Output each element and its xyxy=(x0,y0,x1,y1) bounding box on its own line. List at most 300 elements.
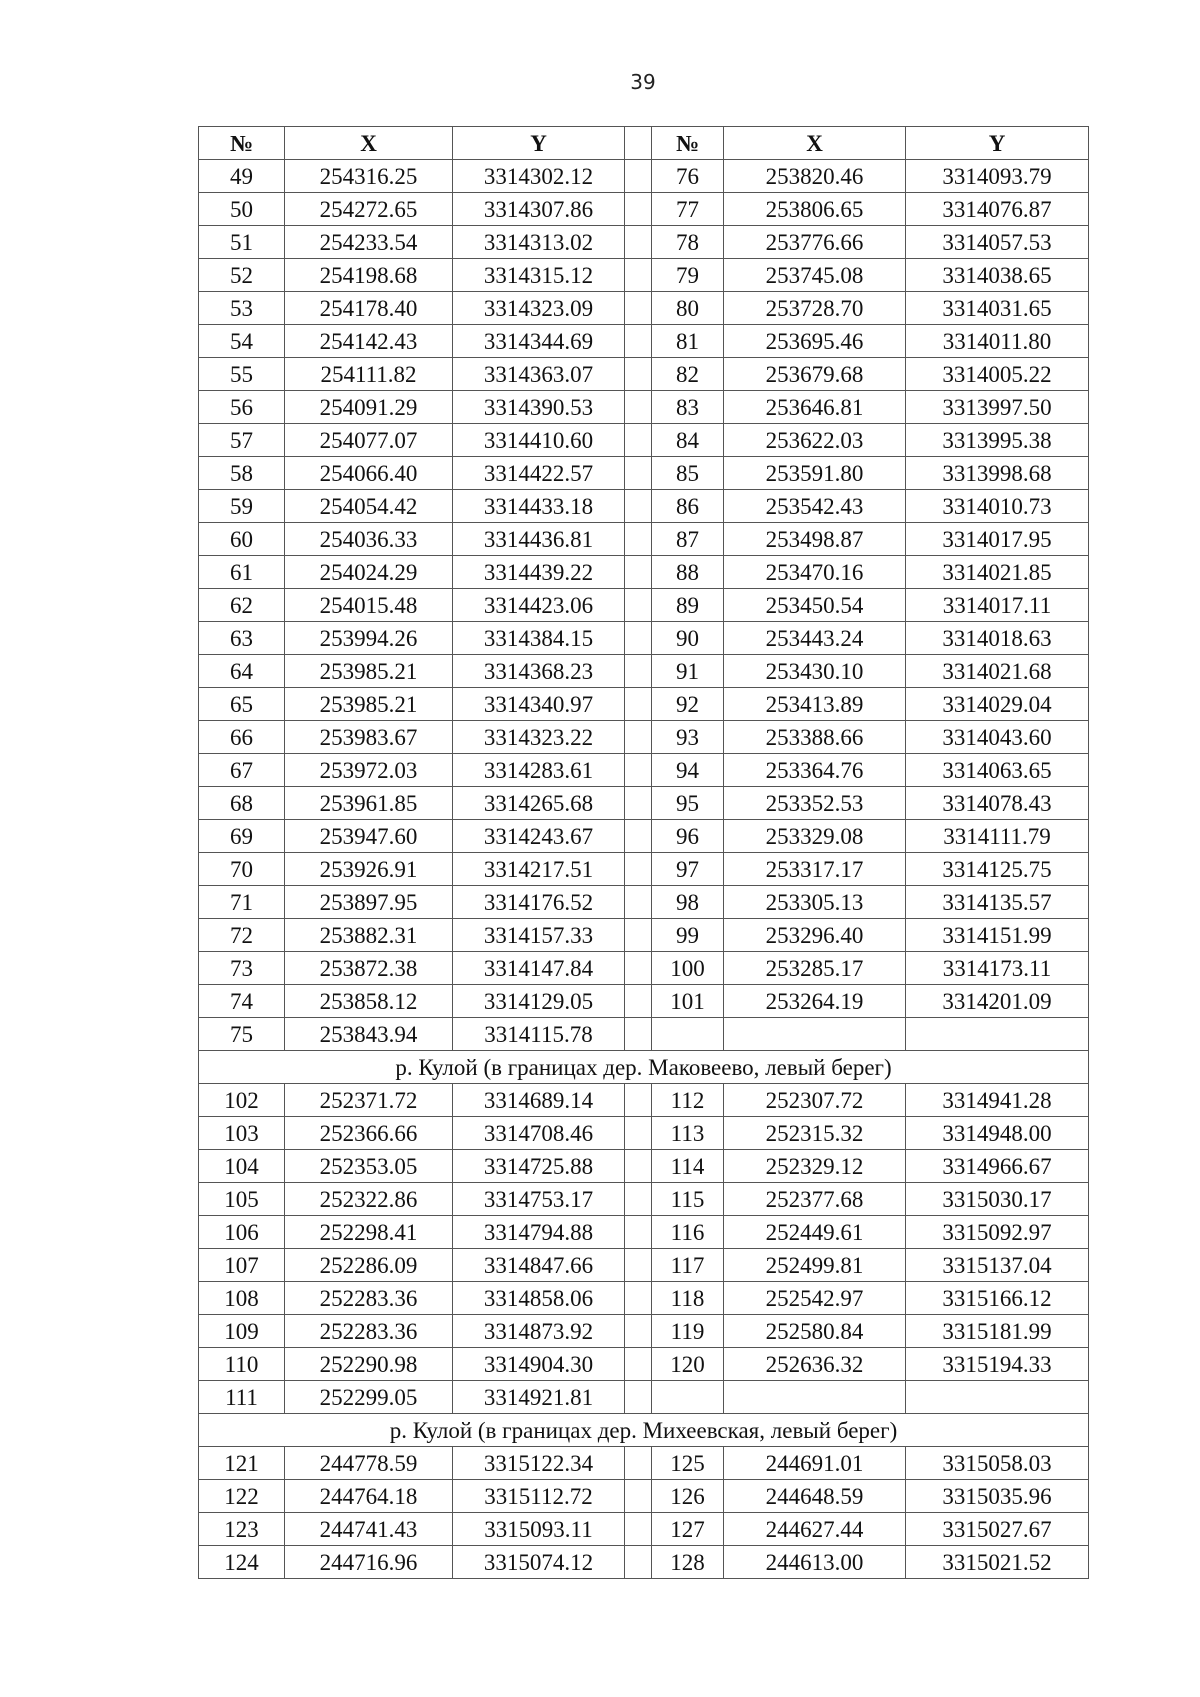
cell-y-right: 3314173.11 xyxy=(906,952,1089,985)
section-title: р. Кулой (в границах дер. Михеевская, левый берег) xyxy=(199,1414,1089,1447)
cell-x-left: 253882.31 xyxy=(285,919,453,952)
cell-x-right: 253470.16 xyxy=(724,556,906,589)
cell-x-right: 244627.44 xyxy=(724,1513,906,1546)
header-x-left: X xyxy=(285,127,453,160)
table-row xyxy=(199,952,1089,985)
cell-number-left: 107 xyxy=(199,1249,285,1282)
cell-x-right: 244648.59 xyxy=(724,1480,906,1513)
cell-y-right: 3315035.96 xyxy=(906,1480,1089,1513)
cell-y-right: 3315021.52 xyxy=(906,1546,1089,1579)
cell-x-left: 254024.29 xyxy=(285,556,453,589)
cell-y-left: 3314368.23 xyxy=(453,655,625,688)
cell-number-right: 79 xyxy=(652,259,724,292)
cell-number-left: 123 xyxy=(199,1513,285,1546)
cell-number-left: 53 xyxy=(199,292,285,325)
cell-x-right: 253296.40 xyxy=(724,919,906,952)
table-row xyxy=(199,886,1089,919)
cell-x-left: 254091.29 xyxy=(285,391,453,424)
cell-y-right: 3315092.97 xyxy=(906,1216,1089,1249)
header-y-right: Y xyxy=(906,127,1089,160)
cell-gap xyxy=(625,1117,652,1150)
cell-number-right: 116 xyxy=(652,1216,724,1249)
cell-y-left: 3314147.84 xyxy=(453,952,625,985)
section-title-row xyxy=(199,1414,1089,1447)
cell-number-right: 128 xyxy=(652,1546,724,1579)
table-row xyxy=(199,820,1089,853)
cell-number-right: 117 xyxy=(652,1249,724,1282)
cell-gap xyxy=(625,490,652,523)
cell-y-right: 3314018.63 xyxy=(906,622,1089,655)
cell-number-left: 121 xyxy=(199,1447,285,1480)
cell-number-right: 119 xyxy=(652,1315,724,1348)
cell-x-left: 252283.36 xyxy=(285,1282,453,1315)
cell-gap xyxy=(625,622,652,655)
cell-number-right: 76 xyxy=(652,160,724,193)
cell-number-left: 49 xyxy=(199,160,285,193)
cell-number-right: 81 xyxy=(652,325,724,358)
cell-y-left: 3314243.67 xyxy=(453,820,625,853)
cell-y-right: 3314941.28 xyxy=(906,1084,1089,1117)
cell-x-left: 252286.09 xyxy=(285,1249,453,1282)
cell-gap xyxy=(625,523,652,556)
cell-x-right: 253679.68 xyxy=(724,358,906,391)
cell-number-right: 113 xyxy=(652,1117,724,1150)
page-number: 39 xyxy=(630,70,656,94)
cell-y-left: 3315112.72 xyxy=(453,1480,625,1513)
table-row xyxy=(199,1084,1089,1117)
cell-number-right: 85 xyxy=(652,457,724,490)
cell-x-right: 253329.08 xyxy=(724,820,906,853)
cell-y-right: 3314043.60 xyxy=(906,721,1089,754)
cell-x-left: 254178.40 xyxy=(285,292,453,325)
cell-number-right: 118 xyxy=(652,1282,724,1315)
cell-number-right: 99 xyxy=(652,919,724,952)
cell-x-left: 253858.12 xyxy=(285,985,453,1018)
cell-y-left: 3314313.02 xyxy=(453,226,625,259)
cell-x-left: 254054.42 xyxy=(285,490,453,523)
table-row xyxy=(199,1018,1089,1051)
cell-number-left: 122 xyxy=(199,1480,285,1513)
cell-x-right: 252315.32 xyxy=(724,1117,906,1150)
cell-y-left: 3314283.61 xyxy=(453,754,625,787)
cell-y-right: 3314057.53 xyxy=(906,226,1089,259)
cell-y-left: 3314323.22 xyxy=(453,721,625,754)
cell-y-right: 3314093.79 xyxy=(906,160,1089,193)
cell-gap xyxy=(625,721,652,754)
header-number-left: № xyxy=(199,127,285,160)
table-row xyxy=(199,985,1089,1018)
cell-number-right: 115 xyxy=(652,1183,724,1216)
cell-x-right: 253820.46 xyxy=(724,160,906,193)
cell-number-left: 70 xyxy=(199,853,285,886)
cell-number-left: 104 xyxy=(199,1150,285,1183)
table-row xyxy=(199,1315,1089,1348)
cell-number-right: 89 xyxy=(652,589,724,622)
cell-x-left: 253947.60 xyxy=(285,820,453,853)
cell-gap xyxy=(625,1183,652,1216)
cell-y-left: 3314689.14 xyxy=(453,1084,625,1117)
cell-y-right: 3314078.43 xyxy=(906,787,1089,820)
cell-x-left: 254015.48 xyxy=(285,589,453,622)
table-header xyxy=(199,127,1089,160)
cell-gap xyxy=(625,292,652,325)
cell-number-left: 111 xyxy=(199,1381,285,1414)
table-row xyxy=(199,160,1089,193)
cell-gap xyxy=(625,1018,652,1051)
cell-y-right: 3314017.11 xyxy=(906,589,1089,622)
cell-gap xyxy=(625,457,652,490)
cell-number-left: 73 xyxy=(199,952,285,985)
cell-y-left: 3314410.60 xyxy=(453,424,625,457)
cell-gap xyxy=(625,1216,652,1249)
table-row xyxy=(199,193,1089,226)
cell-y-left: 3315093.11 xyxy=(453,1513,625,1546)
cell-x-right: 253443.24 xyxy=(724,622,906,655)
cell-y-right: 3314017.95 xyxy=(906,523,1089,556)
cell-number-right: 90 xyxy=(652,622,724,655)
cell-y-left: 3314384.15 xyxy=(453,622,625,655)
cell-number-left: 105 xyxy=(199,1183,285,1216)
cell-y-right: 3314010.73 xyxy=(906,490,1089,523)
cell-x-right: 253776.66 xyxy=(724,226,906,259)
table-row xyxy=(199,1183,1089,1216)
cell-number-left: 74 xyxy=(199,985,285,1018)
cell-number-right: 86 xyxy=(652,490,724,523)
cell-x-left: 244741.43 xyxy=(285,1513,453,1546)
table-row xyxy=(199,1546,1089,1579)
table-body xyxy=(199,160,1089,1579)
cell-x-left: 252353.05 xyxy=(285,1150,453,1183)
cell-x-right: 253498.87 xyxy=(724,523,906,556)
cell-number-left: 59 xyxy=(199,490,285,523)
table-row xyxy=(199,424,1089,457)
header-row xyxy=(199,127,1089,160)
cell-y-left: 3314904.30 xyxy=(453,1348,625,1381)
cell-x-left: 253961.85 xyxy=(285,787,453,820)
cell-y-right: 3313997.50 xyxy=(906,391,1089,424)
cell-y-right: 3313998.68 xyxy=(906,457,1089,490)
cell-x-left: 252298.41 xyxy=(285,1216,453,1249)
cell-number-right: 96 xyxy=(652,820,724,853)
cell-y-right: 3315181.99 xyxy=(906,1315,1089,1348)
table-row xyxy=(199,259,1089,292)
cell-x-right: 252636.32 xyxy=(724,1348,906,1381)
cell-y-left: 3314176.52 xyxy=(453,886,625,919)
cell-y-left: 3314302.12 xyxy=(453,160,625,193)
cell-y-right: 3315030.17 xyxy=(906,1183,1089,1216)
cell-gap xyxy=(625,754,652,787)
header-gap xyxy=(625,127,652,160)
cell-x-left: 252299.05 xyxy=(285,1381,453,1414)
cell-y-right: 3315058.03 xyxy=(906,1447,1089,1480)
table-row xyxy=(199,1216,1089,1249)
cell-gap xyxy=(625,1513,652,1546)
cell-gap xyxy=(625,160,652,193)
cell-y-left: 3314265.68 xyxy=(453,787,625,820)
table-row xyxy=(199,688,1089,721)
cell-y-right: 3314063.65 xyxy=(906,754,1089,787)
cell-number-left: 67 xyxy=(199,754,285,787)
cell-x-left: 253926.91 xyxy=(285,853,453,886)
cell-y-left: 3314157.33 xyxy=(453,919,625,952)
cell-gap xyxy=(625,1282,652,1315)
cell-x-left: 253843.94 xyxy=(285,1018,453,1051)
cell-y-right: 3314021.85 xyxy=(906,556,1089,589)
cell-number-left: 71 xyxy=(199,886,285,919)
cell-y-right: 3313995.38 xyxy=(906,424,1089,457)
cell-x-left: 254142.43 xyxy=(285,325,453,358)
cell-number-left: 65 xyxy=(199,688,285,721)
cell-x-right: 244613.00 xyxy=(724,1546,906,1579)
cell-x-left: 253985.21 xyxy=(285,655,453,688)
cell-number-left: 52 xyxy=(199,259,285,292)
table-row xyxy=(199,589,1089,622)
cell-number-right: 83 xyxy=(652,391,724,424)
cell-number-right: 94 xyxy=(652,754,724,787)
cell-y-left: 3315122.34 xyxy=(453,1447,625,1480)
cell-x-right: 244691.01 xyxy=(724,1447,906,1480)
cell-gap xyxy=(625,1447,652,1480)
coordinates-table xyxy=(198,126,1089,1579)
cell-gap xyxy=(625,853,652,886)
cell-gap xyxy=(625,193,652,226)
cell-y-left: 3315074.12 xyxy=(453,1546,625,1579)
cell-x-left: 253994.26 xyxy=(285,622,453,655)
table-row xyxy=(199,655,1089,688)
cell-x-left: 254272.65 xyxy=(285,193,453,226)
cell-gap xyxy=(625,1150,652,1183)
cell-number-right: 92 xyxy=(652,688,724,721)
cell-number-left: 102 xyxy=(199,1084,285,1117)
cell-y-left: 3314847.66 xyxy=(453,1249,625,1282)
cell-y-left: 3314217.51 xyxy=(453,853,625,886)
cell-x-left: 254198.68 xyxy=(285,259,453,292)
table-row xyxy=(199,1249,1089,1282)
cell-y-left: 3314307.86 xyxy=(453,193,625,226)
table-row xyxy=(199,754,1089,787)
table-row xyxy=(199,1117,1089,1150)
cell-x-left: 252371.72 xyxy=(285,1084,453,1117)
table-row xyxy=(199,622,1089,655)
cell-number-right: 114 xyxy=(652,1150,724,1183)
header-y-left: Y xyxy=(453,127,625,160)
cell-x-right: 253695.46 xyxy=(724,325,906,358)
cell-gap xyxy=(625,1315,652,1348)
cell-gap xyxy=(625,688,652,721)
cell-x-right: 253305.13 xyxy=(724,886,906,919)
cell-x-right: 253388.66 xyxy=(724,721,906,754)
cell-y-left: 3314344.69 xyxy=(453,325,625,358)
table-row xyxy=(199,1282,1089,1315)
cell-x-right xyxy=(724,1018,906,1051)
cell-y-right: 3314111.79 xyxy=(906,820,1089,853)
cell-number-left: 69 xyxy=(199,820,285,853)
cell-x-right: 253450.54 xyxy=(724,589,906,622)
cell-x-left: 253985.21 xyxy=(285,688,453,721)
cell-number-left: 60 xyxy=(199,523,285,556)
cell-y-right: 3314076.87 xyxy=(906,193,1089,226)
cell-number-right: 125 xyxy=(652,1447,724,1480)
cell-number-right: 112 xyxy=(652,1084,724,1117)
cell-number-left: 56 xyxy=(199,391,285,424)
cell-y-right xyxy=(906,1018,1089,1051)
cell-x-left: 254036.33 xyxy=(285,523,453,556)
header-x-right: X xyxy=(724,127,906,160)
cell-gap xyxy=(625,787,652,820)
cell-x-left: 244764.18 xyxy=(285,1480,453,1513)
cell-x-right: 253430.10 xyxy=(724,655,906,688)
table-row xyxy=(199,787,1089,820)
cell-gap xyxy=(625,226,652,259)
cell-y-left: 3314858.06 xyxy=(453,1282,625,1315)
cell-y-right: 3314966.67 xyxy=(906,1150,1089,1183)
table-row xyxy=(199,853,1089,886)
cell-number-left: 61 xyxy=(199,556,285,589)
cell-x-left: 254233.54 xyxy=(285,226,453,259)
cell-gap xyxy=(625,556,652,589)
cell-x-right: 253264.19 xyxy=(724,985,906,1018)
cell-number-left: 58 xyxy=(199,457,285,490)
cell-x-right: 252307.72 xyxy=(724,1084,906,1117)
cell-x-right xyxy=(724,1381,906,1414)
cell-y-right xyxy=(906,1381,1089,1414)
cell-gap xyxy=(625,919,652,952)
cell-gap xyxy=(625,820,652,853)
cell-y-right: 3314021.68 xyxy=(906,655,1089,688)
cell-number-left: 57 xyxy=(199,424,285,457)
cell-y-left: 3314794.88 xyxy=(453,1216,625,1249)
cell-x-left: 252366.66 xyxy=(285,1117,453,1150)
cell-gap xyxy=(625,655,652,688)
cell-gap xyxy=(625,1546,652,1579)
cell-x-right: 253364.76 xyxy=(724,754,906,787)
cell-x-left: 244778.59 xyxy=(285,1447,453,1480)
table-row xyxy=(199,1480,1089,1513)
cell-number-left: 124 xyxy=(199,1546,285,1579)
table-row xyxy=(199,358,1089,391)
cell-x-left: 253897.95 xyxy=(285,886,453,919)
cell-y-left: 3314390.53 xyxy=(453,391,625,424)
cell-number-left: 103 xyxy=(199,1117,285,1150)
cell-y-left: 3314436.81 xyxy=(453,523,625,556)
cell-gap xyxy=(625,391,652,424)
cell-x-left: 252283.36 xyxy=(285,1315,453,1348)
cell-number-right: 95 xyxy=(652,787,724,820)
cell-number-right: 101 xyxy=(652,985,724,1018)
cell-number-right: 91 xyxy=(652,655,724,688)
cell-number-left: 108 xyxy=(199,1282,285,1315)
cell-number-right: 87 xyxy=(652,523,724,556)
cell-y-right: 3314135.57 xyxy=(906,886,1089,919)
cell-x-left: 254077.07 xyxy=(285,424,453,457)
cell-x-right: 252499.81 xyxy=(724,1249,906,1282)
cell-number-left: 109 xyxy=(199,1315,285,1348)
cell-number-left: 64 xyxy=(199,655,285,688)
cell-gap xyxy=(625,1480,652,1513)
cell-y-right: 3315137.04 xyxy=(906,1249,1089,1282)
cell-gap xyxy=(625,1249,652,1282)
table-row xyxy=(199,226,1089,259)
cell-x-right: 253542.43 xyxy=(724,490,906,523)
cell-number-right: 84 xyxy=(652,424,724,457)
cell-number-left: 63 xyxy=(199,622,285,655)
cell-number-right: 88 xyxy=(652,556,724,589)
cell-gap xyxy=(625,952,652,985)
cell-gap xyxy=(625,259,652,292)
cell-y-left: 3314725.88 xyxy=(453,1150,625,1183)
cell-x-right: 253646.81 xyxy=(724,391,906,424)
header-number-right: № xyxy=(652,127,724,160)
table-row xyxy=(199,523,1089,556)
cell-x-right: 253317.17 xyxy=(724,853,906,886)
cell-number-left: 54 xyxy=(199,325,285,358)
cell-number-right: 126 xyxy=(652,1480,724,1513)
cell-number-right: 97 xyxy=(652,853,724,886)
cell-number-right: 98 xyxy=(652,886,724,919)
table-row xyxy=(199,1447,1089,1480)
cell-y-left: 3314315.12 xyxy=(453,259,625,292)
cell-x-left: 254111.82 xyxy=(285,358,453,391)
cell-gap xyxy=(625,1348,652,1381)
cell-y-left: 3314433.18 xyxy=(453,490,625,523)
cell-y-right: 3314125.75 xyxy=(906,853,1089,886)
cell-gap xyxy=(625,358,652,391)
cell-gap xyxy=(625,985,652,1018)
cell-number-left: 50 xyxy=(199,193,285,226)
cell-number-right: 82 xyxy=(652,358,724,391)
cell-number-left: 110 xyxy=(199,1348,285,1381)
cell-x-left: 244716.96 xyxy=(285,1546,453,1579)
table-row xyxy=(199,556,1089,589)
cell-number-left: 75 xyxy=(199,1018,285,1051)
cell-number-right: 93 xyxy=(652,721,724,754)
cell-y-right: 3314038.65 xyxy=(906,259,1089,292)
cell-x-left: 254316.25 xyxy=(285,160,453,193)
cell-gap xyxy=(625,424,652,457)
cell-x-left: 252290.98 xyxy=(285,1348,453,1381)
cell-number-right: 120 xyxy=(652,1348,724,1381)
cell-y-left: 3314708.46 xyxy=(453,1117,625,1150)
cell-x-left: 253972.03 xyxy=(285,754,453,787)
cell-y-left: 3314439.22 xyxy=(453,556,625,589)
cell-number-left: 55 xyxy=(199,358,285,391)
cell-y-left: 3314921.81 xyxy=(453,1381,625,1414)
cell-x-right: 252542.97 xyxy=(724,1282,906,1315)
cell-x-left: 253872.38 xyxy=(285,952,453,985)
table-row xyxy=(199,1348,1089,1381)
cell-x-right: 252329.12 xyxy=(724,1150,906,1183)
table-row xyxy=(199,457,1089,490)
cell-y-right: 3314151.99 xyxy=(906,919,1089,952)
cell-number-right: 100 xyxy=(652,952,724,985)
cell-number-left: 72 xyxy=(199,919,285,952)
cell-gap xyxy=(625,589,652,622)
cell-x-right: 253745.08 xyxy=(724,259,906,292)
table-row xyxy=(199,721,1089,754)
cell-number-right xyxy=(652,1381,724,1414)
cell-x-left: 254066.40 xyxy=(285,457,453,490)
cell-y-right: 3315166.12 xyxy=(906,1282,1089,1315)
cell-y-left: 3314129.05 xyxy=(453,985,625,1018)
cell-y-left: 3314753.17 xyxy=(453,1183,625,1216)
cell-y-right: 3314011.80 xyxy=(906,325,1089,358)
cell-gap xyxy=(625,1084,652,1117)
cell-y-left: 3314422.57 xyxy=(453,457,625,490)
cell-x-right: 253285.17 xyxy=(724,952,906,985)
table-row xyxy=(199,490,1089,523)
cell-number-left: 51 xyxy=(199,226,285,259)
cell-number-left: 106 xyxy=(199,1216,285,1249)
